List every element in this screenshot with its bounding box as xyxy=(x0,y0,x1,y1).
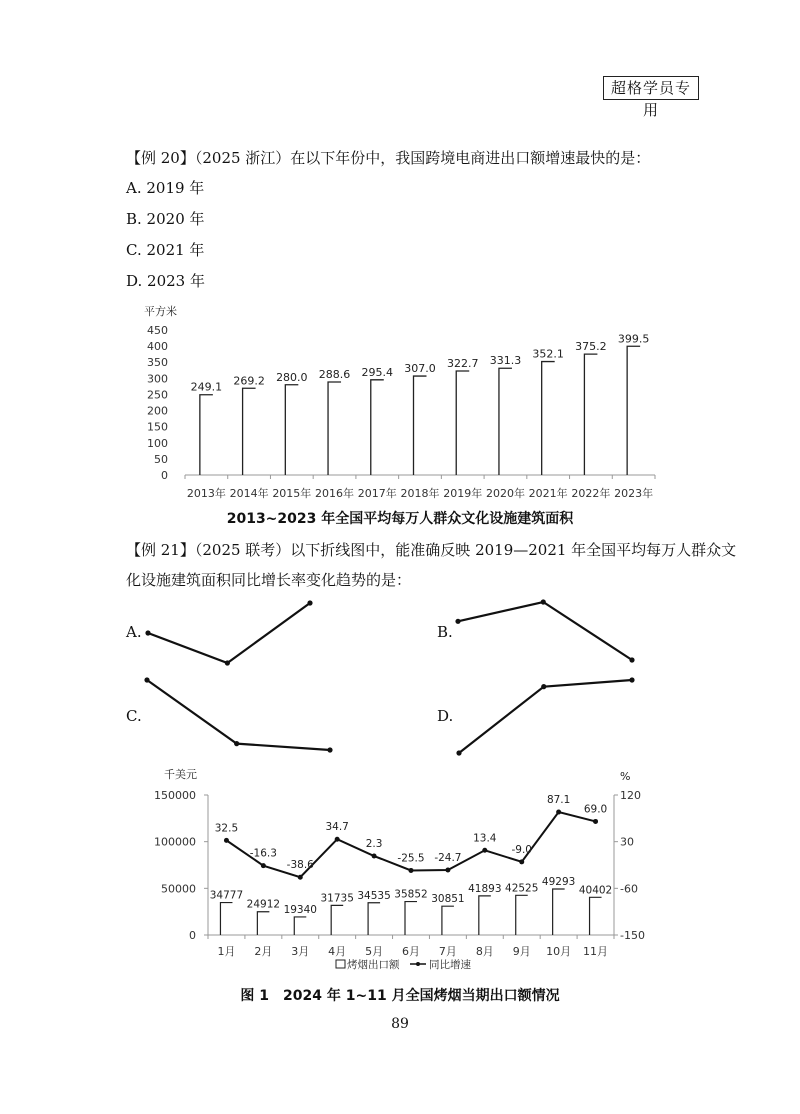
option-letter: C. xyxy=(126,707,142,725)
option-point xyxy=(456,750,461,755)
question-21-stem-line1: 【例 21】（2025 联考）以下折线图中，能准确反映 2019—2021 年全国平均每万人群众文 xyxy=(126,541,737,559)
growth-label: 13.4 xyxy=(473,832,497,845)
export-bar xyxy=(590,897,602,935)
x-tick-label: 9月 xyxy=(512,945,531,958)
x-tick-label: 1月 xyxy=(217,945,236,958)
growth-label: 32.5 xyxy=(214,822,239,835)
legend-bar-label: 烤烟出口额 xyxy=(347,959,400,971)
chart2-caption: 图 1 2024 年 1~11 月全国烤烟当期出口额情况 xyxy=(240,988,560,1004)
data-bar xyxy=(499,368,512,475)
right-axis-unit-label: % xyxy=(620,770,631,783)
data-label: 288.6 xyxy=(318,368,351,382)
right-tick-label: -60 xyxy=(620,882,638,896)
left-tick-label: 0 xyxy=(189,929,196,942)
growth-point xyxy=(298,875,303,880)
growth-point xyxy=(556,810,561,815)
export-bar xyxy=(294,917,306,935)
y-tick-label: 300 xyxy=(147,372,168,386)
legend-line-marker xyxy=(416,962,420,966)
x-tick-label: 2023年 xyxy=(614,487,654,500)
export-bar xyxy=(220,903,232,935)
growth-label: -25.5 xyxy=(397,852,425,865)
page-number: 89 xyxy=(391,1016,409,1032)
data-label: 280.0 xyxy=(276,370,308,384)
y-tick-label: 150 xyxy=(147,420,168,434)
data-bar xyxy=(328,382,341,475)
option-point xyxy=(629,677,634,682)
question-20-stem: 【例 20】（2025 浙江）在以下年份中，我国跨境电商进出口额增速最快的是： xyxy=(126,149,651,167)
y-axis-unit-label: 平方米 xyxy=(144,305,177,318)
data-label: 352.1 xyxy=(532,347,564,361)
x-tick-label: 2019年 xyxy=(443,487,483,500)
export-label: 41893 xyxy=(468,882,502,895)
export-bar xyxy=(442,906,454,935)
export-bar xyxy=(516,895,528,935)
y-tick-label: 200 xyxy=(147,404,168,418)
growth-point xyxy=(372,854,377,859)
data-bar xyxy=(414,376,427,475)
growth-point xyxy=(409,868,414,873)
export-bar xyxy=(405,902,417,935)
data-bar xyxy=(285,385,298,475)
y-tick-label: 400 xyxy=(147,340,168,354)
growth-point xyxy=(593,819,598,824)
option-point xyxy=(307,600,312,605)
y-tick-label: 350 xyxy=(147,356,168,370)
x-tick-label: 3月 xyxy=(291,945,310,958)
q21-option-charts xyxy=(0,590,800,760)
option-point xyxy=(145,630,150,635)
option-letter: B. xyxy=(437,623,453,641)
data-label: 399.5 xyxy=(617,332,650,346)
chart1-caption: 2013~2023 年全国平均每万人群众文化设施建筑面积 xyxy=(226,511,574,527)
legend-line-label: 同比增速 xyxy=(429,959,471,971)
export-label: 40402 xyxy=(578,884,613,897)
data-bar xyxy=(584,354,597,475)
growth-point xyxy=(261,863,266,868)
data-bar xyxy=(456,371,469,475)
growth-point xyxy=(519,859,524,864)
export-label: 24912 xyxy=(246,898,281,911)
growth-line xyxy=(226,812,595,877)
data-bar xyxy=(627,346,640,475)
option-point xyxy=(541,599,546,604)
x-tick-label: 2014年 xyxy=(229,487,269,500)
data-label: 307.0 xyxy=(404,362,436,376)
option-point xyxy=(225,660,230,665)
q20-option-d[interactable]: D. 2023 年 xyxy=(126,272,205,290)
export-label: 42525 xyxy=(505,882,539,895)
growth-label: 34.7 xyxy=(325,821,349,834)
export-label: 30851 xyxy=(431,893,465,906)
export-bar xyxy=(553,889,565,935)
option-point xyxy=(541,684,546,689)
data-bar xyxy=(243,388,256,475)
export-label: 49293 xyxy=(541,875,576,888)
left-tick-label: 50000 xyxy=(161,882,196,896)
growth-label: 87.1 xyxy=(546,794,571,807)
x-tick-label: 2016年 xyxy=(315,487,355,500)
option-point xyxy=(629,657,634,662)
q20-option-c[interactable]: C. 2021 年 xyxy=(126,241,205,259)
option-trend-line xyxy=(458,602,632,660)
option-point xyxy=(234,741,239,746)
left-axis-unit-label: 千美元 xyxy=(164,768,197,781)
data-bar xyxy=(371,380,384,475)
data-label: 249.1 xyxy=(190,380,223,394)
growth-point xyxy=(445,868,450,873)
q20-option-b[interactable]: B. 2020 年 xyxy=(126,210,205,228)
x-tick-label: 2015年 xyxy=(272,487,312,500)
q20-option-a[interactable]: A. 2019 年 xyxy=(126,179,205,197)
right-tick-label: 120 xyxy=(620,789,641,802)
data-bar xyxy=(200,395,213,475)
export-label: 31735 xyxy=(320,892,354,905)
export-label: 34777 xyxy=(209,889,244,902)
tobacco-export-combo-chart xyxy=(150,765,670,980)
growth-label: -24.7 xyxy=(434,852,462,865)
growth-point xyxy=(224,838,229,843)
x-tick-label: 8月 xyxy=(475,945,494,958)
legend-bar-swatch xyxy=(336,960,345,968)
option-trend-line xyxy=(148,603,310,663)
data-label: 331.3 xyxy=(489,354,522,368)
y-tick-label: 50 xyxy=(154,452,168,466)
export-bar xyxy=(257,912,269,935)
option-point xyxy=(327,747,332,752)
export-bar xyxy=(368,903,380,935)
x-tick-label: 5月 xyxy=(365,945,384,958)
option-letter: D. xyxy=(437,707,454,725)
y-tick-label: 0 xyxy=(161,469,168,482)
x-tick-label: 2022年 xyxy=(571,487,611,500)
growth-label: -38.6 xyxy=(286,859,314,872)
data-label: 322.7 xyxy=(446,357,479,371)
option-trend-line xyxy=(147,680,330,750)
x-tick-label: 4月 xyxy=(328,945,347,958)
x-tick-label: 2020年 xyxy=(485,487,525,500)
option-letter: A. xyxy=(126,623,142,641)
growth-label: -16.3 xyxy=(249,847,277,860)
data-label: 269.2 xyxy=(233,374,265,388)
x-tick-label: 2021年 xyxy=(528,487,568,500)
x-tick-label: 11月 xyxy=(583,945,609,958)
x-tick-label: 2018年 xyxy=(400,487,440,500)
export-label: 34535 xyxy=(357,889,391,902)
growth-point xyxy=(482,848,487,853)
y-tick-label: 450 xyxy=(147,324,168,337)
data-label: 375.2 xyxy=(575,340,607,354)
x-tick-label: 7月 xyxy=(438,945,457,958)
option-point xyxy=(455,619,460,624)
y-tick-label: 100 xyxy=(147,436,168,450)
option-trend-line xyxy=(459,680,632,753)
export-bar xyxy=(331,905,343,935)
right-tick-label: -150 xyxy=(620,929,645,942)
right-tick-label: 30 xyxy=(620,835,634,849)
data-label: 295.4 xyxy=(361,365,394,379)
x-tick-label: 6月 xyxy=(402,945,420,958)
x-tick-label: 2017年 xyxy=(357,487,397,500)
option-point xyxy=(144,677,149,682)
export-label: 19340 xyxy=(283,903,317,916)
question-21-stem-line2: 化设施建筑面积同比增长率变化趋势的是： xyxy=(126,571,412,589)
growth-point xyxy=(335,837,340,842)
export-label: 35852 xyxy=(394,888,428,901)
student-only-badge: 超格学员专用 xyxy=(603,76,699,100)
left-tick-label: 100000 xyxy=(154,835,196,849)
data-bar xyxy=(542,362,555,475)
x-tick-label: 2月 xyxy=(254,945,273,958)
growth-label: -9.0 xyxy=(511,843,532,856)
x-tick-label: 10月 xyxy=(546,945,572,958)
export-bar xyxy=(479,896,491,935)
growth-label: 2.3 xyxy=(365,838,383,851)
x-tick-label: 2013年 xyxy=(186,487,226,500)
y-tick-label: 250 xyxy=(147,388,168,402)
growth-label: 69.0 xyxy=(583,803,608,816)
facility-area-bar-chart xyxy=(140,302,680,512)
left-tick-label: 150000 xyxy=(154,789,196,802)
